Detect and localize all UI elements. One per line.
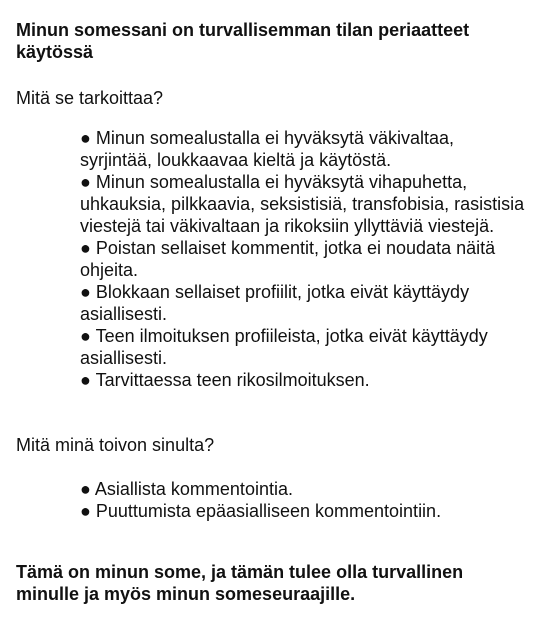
bullet-icon: ● (80, 172, 91, 192)
list-item-text: Puuttumista epäasialliseen kommentointiin. (95, 501, 442, 521)
page-title: Minun somessani on turvallisemman tilan periaatteet käytössä (16, 20, 470, 62)
closing-statement: Tämä on minun some, ja tämän tulee olla turvallinen minulle ja myös minun someseuraajille. (16, 562, 464, 604)
list-item-text: Minun somealustalla ei hyväksytä väkivaltaa, syrjintää, loukkaavaa kieltä ja käytöstä. (80, 128, 455, 170)
bullet-icon: ● (80, 326, 91, 346)
list-item-text: Asiallista kommentointia. (94, 479, 293, 499)
wishes-list (80, 478, 525, 522)
bullet-icon: ● (80, 501, 91, 521)
rules-list (80, 127, 525, 391)
list-item (80, 369, 525, 391)
bullet-icon: ● (80, 479, 91, 499)
list-item-text: Tarvittaessa teen rikosilmoituksen. (95, 370, 370, 390)
section-heading-wishes: Mitä minä toivon sinulta? (16, 435, 215, 455)
bullet-icon: ● (80, 282, 91, 302)
bullet-icon: ● (80, 238, 91, 258)
section-heading-what-it-means: Mitä se tarkoittaa? (16, 88, 164, 108)
list-item-text: Poistan sellaiset kommentit, jotka ei noudata näitä ohjeita. (80, 238, 496, 280)
list-item (80, 325, 525, 369)
list-item (80, 237, 525, 281)
list-item-text: Teen ilmoituksen profiileista, jotka eivät käyttäydy asiallisesti. (80, 326, 488, 368)
list-item-text: Minun somealustalla ei hyväksytä vihapuhetta, uhkauksia, pilkkaavia, seksistisiä, transfobisia, rasistisia viestejä tai väkivaltaan ja rikoksiin yllyttäviä viestejä. (80, 172, 525, 236)
bullet-icon: ● (80, 128, 91, 148)
list-item (80, 281, 525, 325)
list-item-text: Blokkaan sellaiset profiilit, jotka eivät käyttäydy asiallisesti. (80, 282, 470, 324)
list-item (80, 478, 525, 500)
list-item (80, 127, 525, 171)
bullet-icon: ● (80, 370, 91, 390)
list-item (80, 500, 525, 522)
list-item (80, 171, 525, 237)
